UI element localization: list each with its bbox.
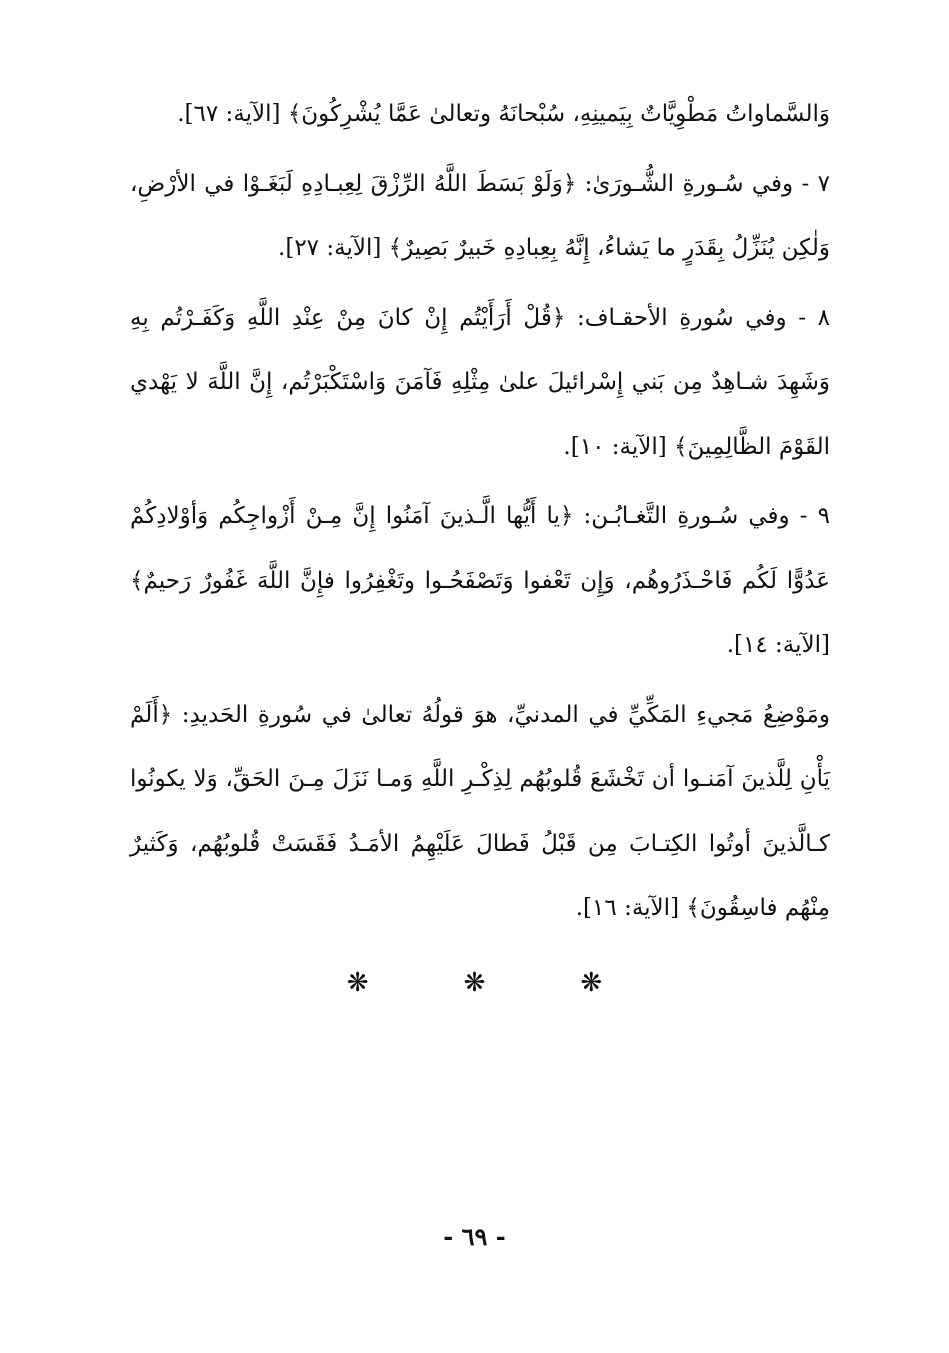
star-ornament-icon: ❋: [580, 968, 603, 998]
paragraph-verse-67: وَالسَّماواتُ مَطْوِيَّاتٌ بِيَمينِهِ، سُبْحانَهُ وتعالىٰ عَمَّا يُشْرِكُونَ﴾ [الآية: ٦٧].: [177, 101, 830, 127]
body-text: [130, 82, 830, 946]
star-ornament-icon: ❋: [463, 968, 486, 998]
page-number: - ٦٩ -: [443, 1222, 506, 1251]
paragraph-surat-al-ahqaf: ٨ - وفي سُورةِ الأحقـاف: ﴿قُلْ أَرَأَيْتُم إِنْ كانَ مِنْ عِنْدِ اللَّهِ وَكَفَـرْتُم بِهِ وَشَهِدَ شـاهِدٌ مِن بَني إِسْرائيلَ علىٰ مِثْلِهِ فَآمَنَ وَاسْتَكْبَرْتُم، إِنَّ اللَّهَ لا يَهْدي القَوْمَ الظَّالِمِينَ﴾ [الآية: ١٠].: [130, 304, 830, 460]
paragraph-surat-al-hadid: ومَوْضِعُ مَجيءِ المَكِّيِّ في المدنيِّ، هوَ قولُهُ تعالىٰ في سُورةِ الحَديدِ: ﴿أَلَمْ يَأْنِ لِلَّذينَ آمَنـوا أن تَخْشَعَ قُلوبُهُم لِذِكْـرِ اللَّهِ وَمـا نَزَلَ مِـنَ الحَقِّ، وَلا يكونُوا كـالَّذينَ أوتُوا الكِتـابَ مِن قَبْلُ فَطالَ عَلَيْهِمُ الأمَـدُ فَقَسَتْ قُلوبُهُم، وَكَثيرٌ مِنْهُم فاسِقُونَ﴾ [الآية: ١٦].: [130, 701, 830, 921]
section-separator: [0, 968, 949, 998]
paragraph-surat-ash-shura: ٧ - وفي سُـورةِ الشُّـورَىٰ: ﴿وَلَوْ بَسَطَ اللَّهُ الرِّزْقَ لِعِبـادِهِ لَبَغَـوْا في الأرْضِ، وَلٰكِن يُنَزِّلُ بِقَدَرٍ ما يَشاءُ، إِنَّهُ بِعِبادِهِ خَبيرٌ بَصِيرٌ﴾ [الآية: ٢٧].: [130, 170, 830, 261]
paragraph-surat-at-taghabun: ٩ - وفي سُـورةِ التَّغـابُـن: ﴿يا أَيُّها الَّـذينَ آمَنُوا إِنَّ مِـنْ أَزْواجِكُم وَأوْلادِكُمْ عَدُوًّا لَكُم فَاحْـذَرُوهُم، وَإِن تَعْفوا وَتَصْفَحُـوا وتَغْفِرُوا فإِنَّ اللَّهَ غَفُورٌ رَحيمٌ﴾ [الآية: ١٤].: [130, 503, 830, 658]
star-ornament-icon: ❋: [346, 968, 369, 998]
